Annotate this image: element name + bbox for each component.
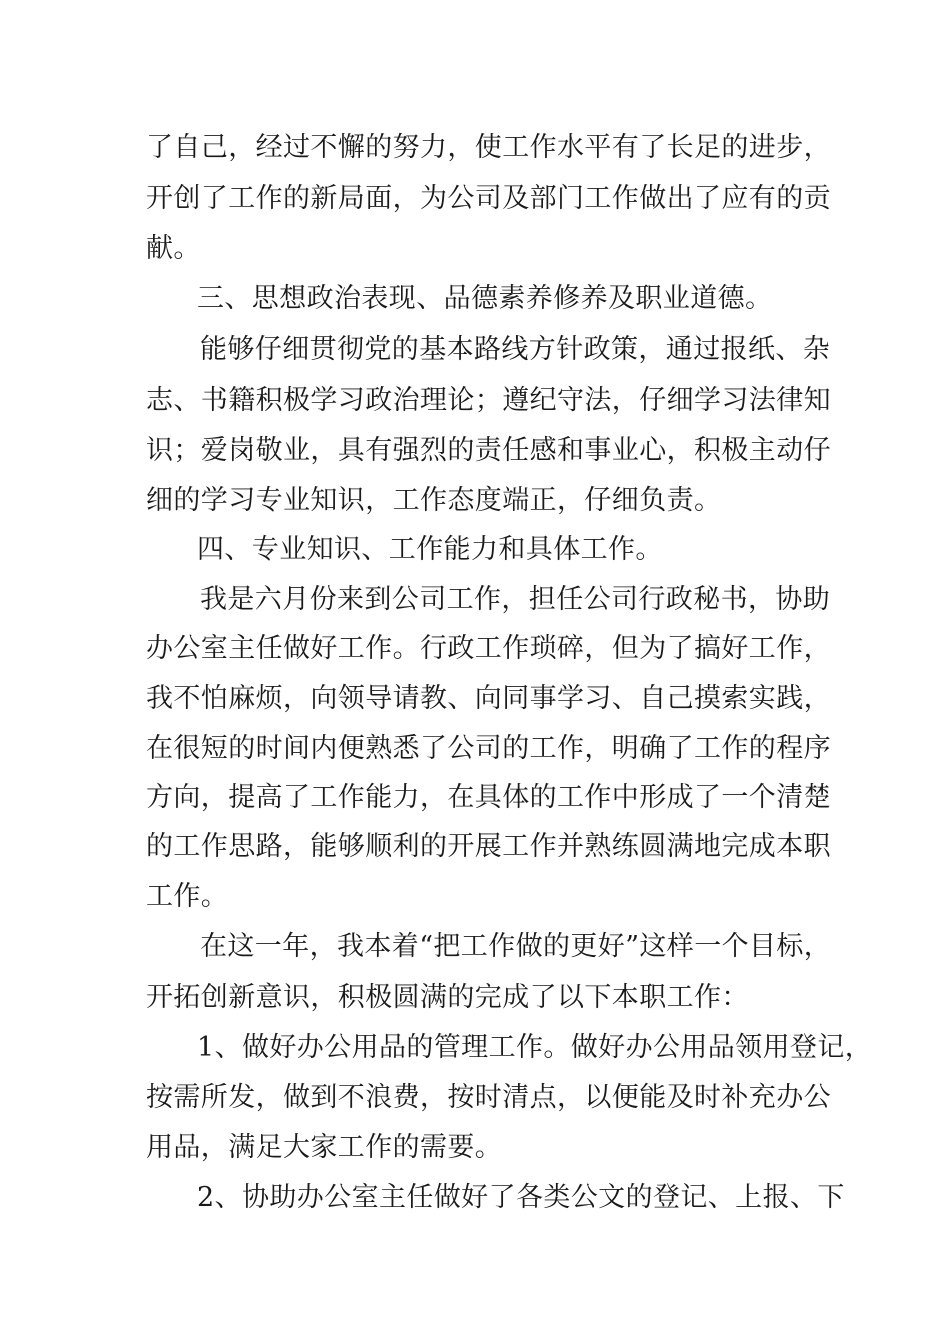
list-item-2: 2、协助办公室主任做好了各类公文的登记、上报、下 xyxy=(197,1182,845,1213)
text-line-21: 用品，满足大家工作的需要。 xyxy=(146,1132,503,1163)
text-line-5: 能够仔细贯彻党的基本路线方针政策，通过报纸、杂 xyxy=(200,334,831,365)
text-line-12: 我不怕麻烦，向领导请教、向同事学习、自己摸索实践， xyxy=(146,683,831,714)
text-line-20: 按需所发，做到不浪费，按时清点，以便能及时补充办公 xyxy=(146,1082,831,1113)
section-heading-4: 四、专业知识、工作能力和具体工作。 xyxy=(197,534,663,565)
text-line-10: 我是六月份来到公司工作，担任公司行政秘书，协助 xyxy=(200,584,831,615)
text-line-6: 志、书籍积极学习政治理论；遵纪守法，仔细学习法律知 xyxy=(146,385,831,416)
text-line-15: 的工作思路，能够顺利的开展工作并熟练圆满地完成本职 xyxy=(146,831,831,862)
text-line-7: 识；爱岗敬业，具有强烈的责任感和事业心，积极主动仔 xyxy=(146,435,831,466)
text-line-3: 献。 xyxy=(146,233,201,264)
list-item-1: 1、做好办公用品的管理工作。做好办公用品领用登记， xyxy=(197,1032,873,1063)
text-line-14: 方向，提高了工作能力，在具体的工作中形成了一个清楚 xyxy=(146,782,831,813)
text-line-2: 开创了工作的新局面，为公司及部门工作做出了应有的贡 xyxy=(146,183,831,214)
text-line-18: 开拓创新意识，积极圆满的完成了以下本职工作： xyxy=(146,982,749,1013)
section-heading-3: 三、思想政治表现、品德素养修养及职业道德。 xyxy=(197,283,773,314)
text-line-17: 在这一年，我本着“把工作做的更好”这样一个目标， xyxy=(200,931,832,962)
text-line-11: 办公室主任做好工作。行政工作琐碎，但为了搞好工作， xyxy=(146,633,831,664)
text-line-13: 在很短的时间内便熟悉了公司的工作，明确了工作的程序 xyxy=(146,733,831,764)
text-line-1: 了自己，经过不懈的努力，使工作水平有了长足的进步， xyxy=(146,132,831,163)
text-line-16: 工作。 xyxy=(146,881,229,912)
text-line-8: 细的学习专业知识，工作态度端正，仔细负责。 xyxy=(146,485,722,516)
